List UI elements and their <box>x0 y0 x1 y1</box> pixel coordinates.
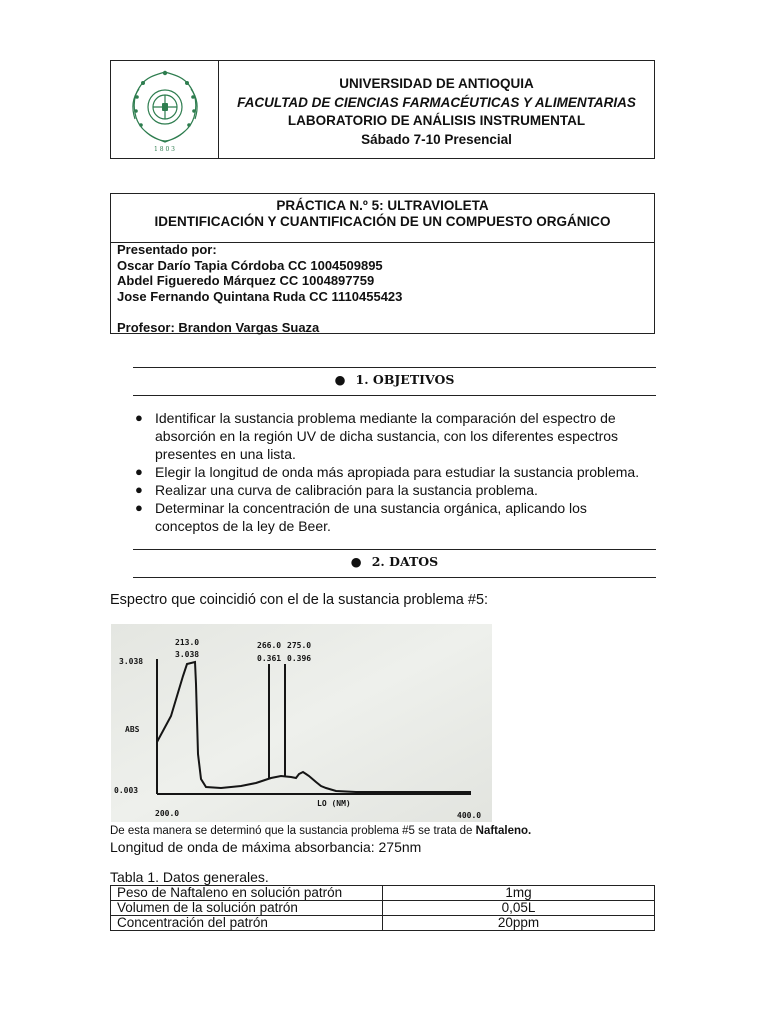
author: Jose Fernando Quintana Ruda CC 1110455423 <box>117 288 403 304</box>
conclusion <box>110 825 531 837</box>
table-cell-value: 0,05L <box>383 901 655 916</box>
table-cell-label: Peso de Naftaleno en solución patrón <box>111 886 383 901</box>
section-title: 2. DATOS <box>371 554 439 569</box>
bullet-icon: ● <box>135 410 143 425</box>
table-cell-label: Volumen de la solución patrón <box>111 901 383 916</box>
x-axis-label: LO (NM) <box>317 799 351 808</box>
table-row <box>111 901 655 916</box>
professor: Profesor: Brandon Vargas Suaza <box>117 319 320 335</box>
faculty-name: FACULTAD DE CIENCIAS FARMACÉUTICAS Y ALIMENTARIAS <box>237 94 636 110</box>
substance-name: Naftaleno. <box>475 825 532 837</box>
peak1-wavelength-label: 213.0 <box>175 638 200 647</box>
data-table <box>110 885 655 931</box>
spectrum-intro: Espectro que coincidió con el de la sustancia problema #5: <box>110 592 489 608</box>
bullet-icon: ● <box>135 464 143 479</box>
author: Abdel Figueredo Márquez CC 1004897759 <box>117 273 375 288</box>
practice-title: PRÁCTICA N.º 5: ULTRAVIOLETA <box>276 198 489 213</box>
objective-text: Realizar una curva de calibración para la sustancia problema. <box>155 482 538 498</box>
peak3-abs-label: 0.396 <box>287 654 312 663</box>
logo-year: 1 8 0 3 <box>154 146 175 153</box>
table-row <box>111 886 655 901</box>
table-row <box>111 916 655 931</box>
max-wavelength: Longitud de onda de máxima absorbancia: 275nm <box>110 839 422 855</box>
header-box <box>110 60 655 159</box>
list-item <box>133 463 653 481</box>
practice-box <box>110 193 655 334</box>
table-cell-label: Concentración del patrón <box>111 916 383 931</box>
objectives-list <box>133 409 653 535</box>
bullet-icon: ● <box>135 500 143 515</box>
presented-by-label: Presentado por: <box>117 242 217 257</box>
x-start-label: 200.0 <box>155 809 180 818</box>
peak2-wavelength-label: 266.0 <box>257 641 282 650</box>
objective-text: Elegir la longitud de onda más apropiada para estudiar la sustancia problema. <box>155 464 640 480</box>
table-caption: Tabla 1. Datos generales. <box>110 869 269 885</box>
conclusion-text: De esta manera se determinó que la sustancia problema #5 se trata de <box>110 825 476 837</box>
university-seal-icon <box>125 67 205 157</box>
lab-name: LABORATORIO DE ANÁLISIS INSTRUMENTAL <box>287 113 586 128</box>
x-end-label: 400.0 <box>457 811 482 820</box>
y-top-label: 3.038 <box>119 657 144 666</box>
table-cell-value: 20ppm <box>383 916 655 931</box>
list-item <box>133 481 653 499</box>
y-bottom-label: 0.003 <box>114 786 139 795</box>
y-axis-label: ABS <box>125 725 140 734</box>
uv-spectrum-figure <box>111 624 492 822</box>
university-name: UNIVERSIDAD DE ANTIOQUIA <box>339 76 534 91</box>
practice-subtitle: IDENTIFICACIÓN Y CUANTIFICACIÓN DE UN COMPUESTO ORGÁNICO <box>154 214 611 229</box>
peak3-wavelength-label: 275.0 <box>287 641 312 650</box>
author: Oscar Darío Tapia Córdoba CC 1004509895 <box>117 257 383 273</box>
bullet-icon: ● <box>350 554 362 569</box>
list-item <box>133 499 653 535</box>
table-cell-value: 1mg <box>383 886 655 901</box>
practice-title-block <box>111 196 654 243</box>
bullet-icon: ● <box>135 482 143 497</box>
peak1-abs-label: 3.038 <box>175 650 200 659</box>
section-title: 1. OBJETIVOS <box>355 372 455 387</box>
objective-text: Identificar la sustancia problema mediante la comparación del espectro de absorción en la región UV de dicha sustancia, con los diferentes espectros presentes en una lista. <box>155 410 619 462</box>
objective-text: Determinar la concentración de una sustancia orgánica, aplicando los conceptos de la ley de Beer. <box>155 500 587 534</box>
section-heading-datos <box>133 549 656 578</box>
schedule: Sábado 7-10 Presencial <box>361 131 512 147</box>
authors-block <box>117 242 402 335</box>
spectrum-photo <box>111 624 492 822</box>
list-item <box>133 409 653 463</box>
header-text <box>219 75 654 149</box>
section-heading-objectives <box>133 367 656 396</box>
bullet-icon: ● <box>334 372 346 387</box>
peak2-abs-label: 0.361 <box>257 654 282 663</box>
university-logo <box>111 61 219 158</box>
